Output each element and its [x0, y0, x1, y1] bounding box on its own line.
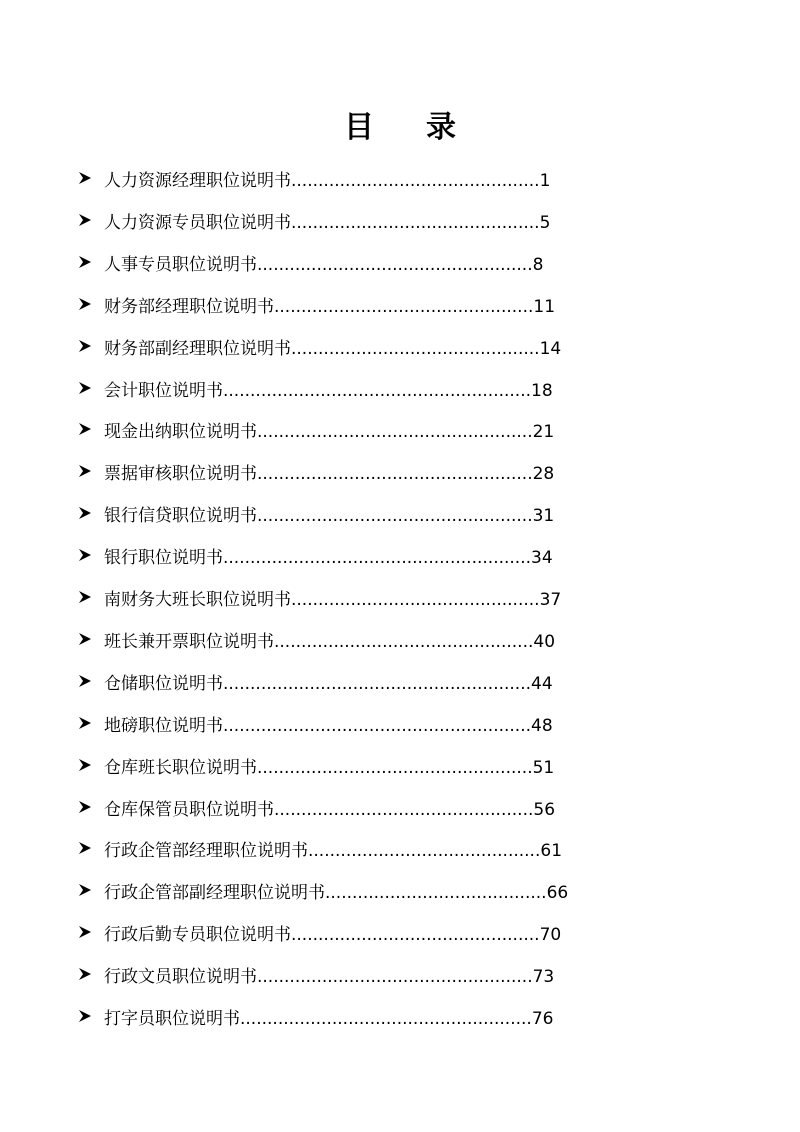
arrow-bullet-icon	[78, 758, 92, 772]
arrow-bullet-icon	[78, 674, 92, 688]
toc-entry[interactable]	[0, 830, 800, 872]
toc-entry-page-number: 5	[539, 212, 551, 233]
toc-entry-leader: .........................................................	[223, 548, 532, 569]
toc-entry-line	[104, 286, 555, 328]
toc-entry-title: 财务部经理职位说明书	[104, 296, 274, 317]
toc-entry-leader: ......................................................	[240, 1009, 532, 1029]
toc-entry-leader: ...........................................	[308, 841, 541, 862]
toc-entry-line	[104, 411, 554, 453]
toc-entry-title: 南财务大班长职位说明书	[104, 590, 291, 610]
toc-entry[interactable]	[0, 872, 800, 914]
toc-entry[interactable]	[0, 411, 800, 453]
toc-entry-line	[104, 789, 555, 831]
arrow-bullet-icon	[78, 213, 92, 227]
page-title	[0, 108, 800, 148]
toc-entry-page-number: 44	[531, 673, 553, 694]
toc-entry-leader: ..............................................	[291, 590, 540, 610]
toc-entry-line	[104, 244, 543, 286]
toc-entry-line	[104, 830, 562, 872]
toc-entry[interactable]	[0, 495, 800, 537]
arrow-bullet-icon	[78, 171, 92, 185]
arrow-bullet-icon	[78, 590, 92, 604]
arrow-bullet-icon	[78, 464, 92, 478]
toc-entry-title: 票据审核职位说明书	[104, 464, 257, 485]
toc-entry-title: 人事专员职位说明书	[104, 254, 257, 275]
toc-entry-page-number: 66	[546, 883, 569, 904]
toc-entry-line	[104, 160, 550, 202]
arrow-bullet-icon	[78, 1009, 92, 1023]
toc-entry-leader: ..............................................	[291, 212, 540, 233]
toc-entry-leader: ..............................................	[291, 925, 540, 946]
toc-entry-line	[104, 579, 561, 621]
toc-entry-line	[104, 914, 561, 956]
toc-entry-line	[104, 370, 553, 412]
toc-entry-line	[104, 956, 554, 998]
toc-entry[interactable]	[0, 202, 800, 244]
toc-entry-leader: ..............................................	[291, 338, 540, 359]
toc-entry-title: 行政企管部副经理职位说明书	[104, 883, 325, 904]
toc-entry-leader: .........................................................	[223, 715, 532, 736]
toc-entry-leader: ...................................................	[257, 464, 533, 485]
arrow-bullet-icon	[78, 506, 92, 520]
arrow-bullet-icon	[78, 800, 92, 814]
toc-entry-page-number: 21	[532, 422, 555, 443]
toc-entry[interactable]	[0, 705, 800, 747]
toc-entry-title: 仓库保管员职位说明书	[104, 799, 274, 820]
toc-entry-page-number: 31	[532, 506, 555, 527]
toc-entry-page-number: 56	[533, 799, 556, 820]
toc-entry[interactable]	[0, 328, 800, 370]
toc-entry[interactable]	[0, 747, 800, 789]
toc-entry-page-number: 8	[532, 254, 544, 275]
toc-entry-leader: .........................................	[325, 883, 547, 904]
toc-entry-page-number: 11	[533, 296, 556, 317]
arrow-bullet-icon	[78, 883, 92, 897]
arrow-bullet-icon	[78, 967, 92, 981]
toc-entry[interactable]	[0, 579, 800, 621]
toc-entry-line	[104, 537, 553, 579]
toc-entry-page-number: 40	[533, 631, 556, 652]
toc-entry-title: 行政企管部经理职位说明书	[104, 841, 308, 862]
toc-entry-line	[104, 998, 553, 1040]
toc-entry-title: 银行职位说明书	[104, 548, 223, 569]
toc-entry-title: 打字员职位说明书	[104, 1009, 240, 1029]
toc-entry-page-number: 51	[532, 757, 555, 778]
toc-entry-line	[104, 663, 553, 705]
toc-entry-leader: .........................................................	[223, 380, 532, 401]
toc-entry-page-number: 70	[539, 925, 562, 946]
toc-entry-page-number: 18	[531, 380, 553, 401]
toc-entry[interactable]	[0, 998, 800, 1040]
toc-entry-line	[104, 621, 555, 663]
toc-entry-page-number: 34	[531, 548, 553, 569]
toc-entry-line	[104, 328, 561, 370]
toc-entry-title: 现金出纳职位说明书	[104, 422, 257, 443]
toc-entry-line	[104, 202, 550, 244]
toc-entry[interactable]	[0, 914, 800, 956]
toc-entry-title: 财务部副经理职位说明书	[104, 338, 291, 359]
toc-entry[interactable]	[0, 663, 800, 705]
toc-entry[interactable]	[0, 537, 800, 579]
arrow-bullet-icon	[78, 716, 92, 730]
toc-entry-title: 行政后勤专员职位说明书	[104, 925, 291, 946]
toc-entry-title: 人力资源专员职位说明书	[104, 212, 291, 233]
toc-entry-leader: ................................................	[274, 631, 534, 652]
toc-entry-leader: ...................................................	[257, 967, 533, 988]
toc-entry[interactable]	[0, 286, 800, 328]
toc-entry-page-number: 14	[539, 338, 562, 359]
toc-entry-leader: ...................................................	[257, 506, 533, 527]
arrow-bullet-icon	[78, 255, 92, 269]
toc-entry-line	[104, 453, 554, 495]
arrow-bullet-icon	[78, 339, 92, 353]
toc-entry[interactable]	[0, 453, 800, 495]
toc-entry-leader: ................................................	[274, 296, 534, 317]
toc-entry-page-number: 28	[532, 464, 555, 485]
toc-entry-leader: ..............................................	[291, 171, 540, 191]
toc-entry[interactable]	[0, 370, 800, 412]
toc-entry-page-number: 73	[532, 967, 555, 988]
toc-entry-line	[104, 747, 554, 789]
toc-entry-page-number: 61	[540, 841, 563, 862]
toc-entry-title: 会计职位说明书	[104, 380, 223, 401]
arrow-bullet-icon	[78, 925, 92, 939]
toc-entry-title: 班长兼开票职位说明书	[104, 631, 274, 652]
toc-entry[interactable]	[0, 956, 800, 998]
toc-entry-leader: .........................................................	[223, 673, 532, 694]
toc-entry-line	[104, 495, 554, 537]
toc-entry[interactable]	[0, 244, 800, 286]
toc-entry-title: 地磅职位说明书	[104, 715, 223, 736]
arrow-bullet-icon	[78, 841, 92, 855]
toc-entry-leader: ...................................................	[257, 254, 533, 275]
arrow-bullet-icon	[78, 422, 92, 436]
toc-entry-line	[104, 705, 553, 747]
arrow-bullet-icon	[78, 548, 92, 562]
toc-entry-page-number: 37	[539, 590, 562, 610]
toc-entry-title: 行政文员职位说明书	[104, 967, 257, 988]
toc-entry-page-number: 48	[531, 715, 553, 736]
toc-entry-leader: ................................................	[274, 799, 534, 820]
toc-entry-title: 银行信贷职位说明书	[104, 506, 257, 527]
toc-entry[interactable]	[0, 621, 800, 663]
toc-entry-title: 仓储职位说明书	[104, 673, 223, 694]
title-char-left: 目	[344, 110, 374, 145]
toc-entry[interactable]	[0, 160, 800, 202]
toc-entry-leader: ...................................................	[257, 422, 533, 443]
toc-entry-line	[104, 872, 568, 914]
arrow-bullet-icon	[78, 297, 92, 311]
title-char-right: 录	[426, 110, 456, 145]
toc-entry-page-number: 76	[531, 1009, 554, 1029]
arrow-bullet-icon	[78, 632, 92, 646]
toc-entry-title: 仓库班长职位说明书	[104, 757, 257, 778]
toc-entry-page-number: 1	[539, 171, 551, 191]
arrow-bullet-icon	[78, 381, 92, 395]
toc-entry[interactable]	[0, 789, 800, 831]
toc-entry-title: 人力资源经理职位说明书	[104, 171, 291, 191]
toc-entry-leader: ...................................................	[257, 757, 533, 778]
